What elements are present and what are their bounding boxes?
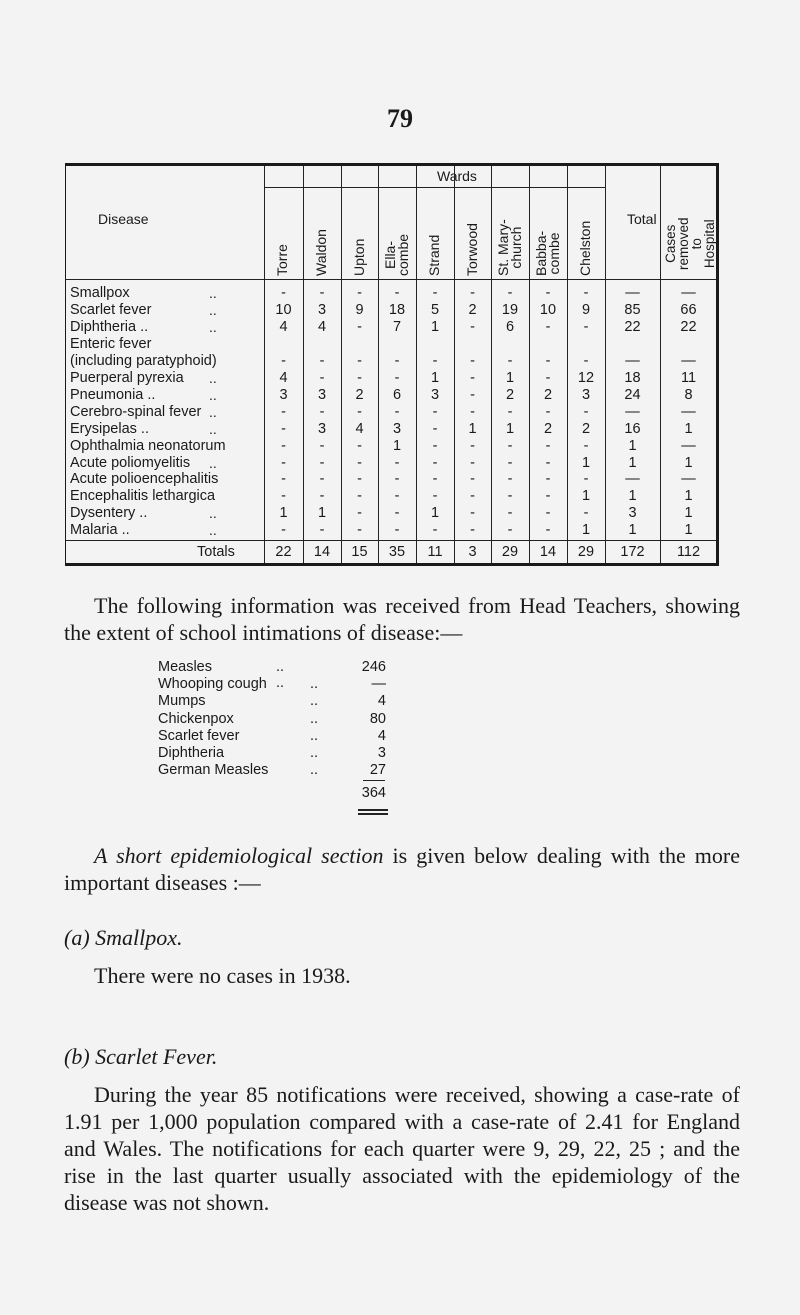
table-cell: - (432, 285, 438, 301)
leader-dots: .. (310, 745, 319, 761)
table-cell: - (545, 369, 551, 386)
table-cell: 9 (581, 301, 591, 318)
table-cell: 6 (392, 386, 402, 403)
table-cell: 1 (392, 437, 402, 454)
table-column-rule (303, 166, 304, 563)
intimation-count: 4 (377, 727, 386, 744)
table-cell: - (432, 403, 438, 420)
disease-name: (including paratyphoid) (70, 352, 217, 369)
intimation-disease: Whooping cough (158, 676, 267, 693)
table-cell: 4 (279, 369, 288, 386)
intimations-total: 364 (361, 785, 386, 801)
total-cell: 1 (628, 522, 637, 539)
ward-column-header: Strand (426, 234, 442, 276)
table-cell: - (319, 352, 325, 369)
totals-cell: 29 (501, 544, 519, 560)
hospital-cell: 1 (684, 454, 693, 471)
section-a-letter: (a) (64, 925, 90, 950)
totals-cell: 14 (313, 544, 331, 560)
disease-name: Dysentery .. (70, 505, 148, 522)
table-cell: - (432, 522, 438, 539)
table-cell: - (281, 471, 286, 488)
intimation-disease: Scarlet fever (158, 727, 240, 744)
wards-header-rule (264, 187, 605, 188)
intimation-count: 27 (369, 762, 386, 779)
table-cell: 2 (468, 301, 477, 318)
hospital-cell: — (681, 352, 696, 369)
table-cell: - (319, 437, 325, 454)
epi-intro-italic: A short epidemiological section (94, 843, 384, 868)
table-cell: - (583, 437, 589, 454)
table-cell: - (394, 285, 400, 301)
table-cell: - (319, 454, 325, 471)
table-cell: - (583, 505, 589, 522)
table-cell: - (357, 403, 362, 420)
table-cell: - (281, 522, 286, 539)
table-cell: - (470, 386, 475, 403)
totals-cell: 15 (351, 544, 368, 560)
table-cell: - (357, 437, 362, 454)
hospital-column-header: Cases removed to Hospital (663, 217, 717, 270)
table-cell: - (319, 403, 325, 420)
table-cell: 4 (355, 420, 364, 437)
hospital-cell: — (681, 437, 696, 454)
section-a-text: There were no cases in 1938. (94, 963, 351, 988)
table-cell: - (545, 403, 551, 420)
table-cell: - (507, 488, 513, 505)
table-cell: - (432, 352, 438, 369)
table-cell: 3 (317, 386, 327, 403)
table-cell: - (507, 437, 513, 454)
table-cell: 12 (577, 369, 595, 386)
ward-column-header: Torre (274, 244, 290, 276)
table-cell: 2 (543, 386, 553, 403)
ward-column-header: Upton (351, 238, 367, 276)
hospital-cell: 1 (684, 488, 693, 505)
hospital-cell: 1 (684, 505, 693, 522)
intimation-disease: Diphtheria (158, 745, 225, 761)
section-a-heading (64, 925, 183, 951)
table-cell: - (470, 505, 475, 522)
leader-dots: .. (209, 420, 217, 437)
section-b-title: Scarlet Fever. (95, 1044, 218, 1069)
header-rule (66, 279, 717, 280)
table-cell: - (432, 437, 438, 454)
table-cell: - (281, 285, 286, 301)
table-cell: 1 (505, 369, 515, 386)
table-cell: - (357, 285, 362, 301)
ward-column-header: Ella- combe (382, 233, 411, 276)
hospital-cell: 1 (684, 522, 693, 539)
table-cell: - (319, 369, 325, 386)
table-cell: - (470, 369, 475, 386)
table-cell: 6 (505, 318, 515, 335)
total-cell: — (625, 403, 640, 420)
table-cell: 1 (468, 420, 477, 437)
table-cell: - (394, 352, 400, 369)
disease-name: Acute polioencephalitis (70, 471, 219, 488)
table-cell: - (545, 437, 551, 454)
intimation-count: — (371, 676, 386, 693)
total-cell: 24 (624, 386, 641, 403)
hospital-cell: 22 (680, 318, 697, 335)
table-cell: - (281, 488, 286, 505)
table-cell: 3 (430, 386, 440, 403)
disease-ward-table (65, 163, 719, 566)
disease-name: Ophthalmia neonatorum (70, 437, 226, 454)
table-cell: 2 (581, 420, 591, 437)
table-cell: - (281, 352, 286, 369)
table-cell: - (545, 318, 551, 335)
table-cell: - (281, 437, 286, 454)
disease-name: Erysipelas .. (70, 420, 149, 437)
total-cell: 3 (628, 505, 637, 522)
table-cell: 2 (505, 386, 515, 403)
table-cell: 10 (275, 301, 292, 318)
intimation-disease: German Measles (158, 762, 269, 779)
hospital-cell: — (681, 285, 696, 301)
totals-cell: 35 (388, 544, 406, 560)
table-cell: - (394, 454, 400, 471)
totals-cell: 3 (468, 544, 477, 560)
table-column-rule (605, 166, 606, 563)
table-cell: 3 (317, 301, 327, 318)
total-cell: — (625, 285, 640, 301)
table-cell: 1 (581, 454, 591, 471)
table-cell: - (507, 505, 513, 522)
hospital-cell: — (681, 471, 696, 488)
table-cell: - (470, 522, 475, 539)
hospital-cell: 11 (680, 369, 697, 386)
double-rule-top (358, 809, 388, 811)
table-cell: - (470, 285, 475, 301)
leader-dots: .. (209, 318, 217, 335)
leader-dots: .. (209, 386, 217, 403)
disease-name: Acute poliomyelitis (70, 454, 191, 471)
totals-cell: 22 (275, 544, 292, 560)
intimation-disease: Measles (158, 659, 212, 675)
table-cell: - (319, 285, 325, 301)
leader-dots: .. (209, 285, 217, 301)
hospital-cell: 1 (684, 420, 693, 437)
table-column-rule (341, 166, 342, 563)
table-cell: 10 (539, 301, 557, 318)
table-cell: - (507, 403, 513, 420)
leader-dots: .. (209, 369, 217, 386)
section-a-title: Smallpox. (95, 925, 183, 950)
table-cell: 1 (581, 488, 591, 505)
table-cell: - (583, 403, 589, 420)
table-cell: - (357, 352, 362, 369)
table-cell: - (281, 454, 286, 471)
total-cell: 1 (628, 437, 637, 454)
table-cell: - (583, 352, 589, 369)
table-cell: 4 (279, 318, 288, 335)
table-cell: - (281, 420, 286, 437)
table-cell: - (394, 522, 400, 539)
table-cell: - (507, 285, 513, 301)
table-cell: 1 (279, 505, 288, 522)
table-cell: - (319, 488, 325, 505)
table-cell: - (507, 522, 513, 539)
table-cell: 1 (505, 420, 515, 437)
table-cell: 2 (543, 420, 553, 437)
leader-dots: .. (209, 505, 217, 522)
table-cell: - (470, 403, 475, 420)
table-cell: - (545, 488, 551, 505)
total-cell: 18 (624, 369, 641, 386)
table-cell: 1 (430, 318, 440, 335)
table-cell: 19 (501, 301, 519, 318)
table-cell: - (545, 522, 551, 539)
table-column-rule (454, 166, 455, 563)
table-cell: - (583, 318, 589, 335)
table-cell: - (470, 454, 475, 471)
table-cell: - (394, 488, 400, 505)
disease-name: Enteric fever (70, 335, 152, 352)
table-cell: - (470, 352, 475, 369)
leader-dots: .. (209, 403, 217, 420)
leader-dots: .. (209, 522, 217, 539)
table-cell: - (357, 454, 362, 471)
intimation-disease: Mumps (158, 693, 206, 710)
table-column-rule (529, 166, 530, 563)
leader-dots: .. (310, 676, 319, 693)
table-cell: 1 (581, 522, 591, 539)
totals-label: Totals (197, 544, 235, 560)
table-cell: - (394, 403, 400, 420)
table-cell: - (470, 488, 475, 505)
table-cell: - (583, 285, 589, 301)
sum-rule (363, 780, 385, 781)
epidemiological-intro (64, 842, 740, 896)
table-cell: 1 (430, 369, 440, 386)
page-number: 79 (387, 104, 413, 133)
table-cell: 3 (317, 420, 327, 437)
disease-name: Diphtheria .. (70, 318, 149, 335)
table-cell: - (545, 505, 551, 522)
leader-dots: .. (310, 693, 319, 710)
table-cell: - (507, 352, 513, 369)
table-cell: - (357, 471, 362, 488)
table-column-rule (660, 166, 661, 563)
table-cell: - (470, 318, 475, 335)
table-cell: - (281, 403, 286, 420)
table-cell: - (545, 285, 551, 301)
totals-cell: 29 (577, 544, 595, 560)
leader-dots: .. (310, 762, 319, 779)
table-cell: - (357, 318, 362, 335)
table-cell: - (470, 471, 475, 488)
table-cell: 3 (279, 386, 288, 403)
table-column-rule (264, 166, 265, 563)
leader-dots: .. (310, 727, 319, 744)
table-cell: - (394, 505, 400, 522)
intimation-count: 3 (377, 745, 386, 761)
totals-total-cell: 172 (620, 544, 645, 560)
table-cell: 2 (355, 386, 364, 403)
disease-name: Smallpox (70, 285, 130, 301)
table-cell: 3 (392, 420, 402, 437)
table-cell: - (545, 352, 551, 369)
table-cell: - (432, 471, 438, 488)
leader-dots: .. (209, 301, 217, 318)
table-cell: 1 (317, 505, 327, 522)
table-column-rule (378, 166, 379, 563)
disease-name: Encephalitis lethargica (70, 488, 216, 505)
totals-hospital-cell: 112 (676, 544, 701, 560)
disease-name: Malaria .. (70, 522, 130, 539)
disease-name: Cerebro-spinal fever (70, 403, 202, 420)
table-cell: - (394, 369, 400, 386)
intimation-disease: Chickenpox (158, 710, 234, 727)
intimation-count: 80 (369, 710, 386, 727)
total-cell: 85 (624, 301, 641, 318)
ward-column-header: Babba- combe (533, 230, 562, 276)
hospital-cell: — (681, 403, 696, 420)
total-cell: 22 (624, 318, 641, 335)
table-cell: - (432, 420, 438, 437)
totals-rule (66, 540, 717, 541)
total-cell: 16 (624, 420, 641, 437)
disease-name: Puerperal pyrexia (70, 369, 184, 386)
table-cell: - (319, 471, 325, 488)
table-column-rule (567, 166, 568, 563)
disease-header: Disease (98, 211, 149, 227)
table-cell: - (507, 471, 513, 488)
table-cell: - (545, 471, 551, 488)
table-cell: - (357, 505, 362, 522)
total-cell: 1 (628, 488, 637, 505)
table-cell: - (583, 471, 589, 488)
disease-name: Scarlet fever (70, 301, 152, 318)
table-cell: 1 (430, 505, 440, 522)
intimation-count: 4 (377, 693, 386, 710)
leader-dots: .. (310, 710, 319, 727)
total-cell: — (625, 352, 640, 369)
table-cell: - (357, 522, 362, 539)
ward-column-header: Waldon (313, 229, 329, 276)
table-cell: 7 (392, 318, 402, 335)
table-cell: 5 (430, 301, 440, 318)
hospital-cell: 66 (680, 301, 697, 318)
table-cell: - (545, 454, 551, 471)
table-cell: - (432, 454, 438, 471)
table-cell: 18 (388, 301, 406, 318)
table-cell: - (507, 454, 513, 471)
intro-paragraph: The following information was received from Head Teachers, showing the extent of school intimations of disease:— (64, 593, 740, 645)
total-cell: 1 (628, 454, 637, 471)
table-cell: - (470, 437, 475, 454)
hospital-cell: 8 (684, 386, 693, 403)
section-b-heading (64, 1044, 217, 1070)
disease-name: Pneumonia .. (70, 386, 156, 403)
totals-cell: 11 (427, 544, 443, 560)
table-column-rule (491, 166, 492, 563)
table-cell: 3 (581, 386, 591, 403)
wards-header: Wards (437, 168, 477, 184)
section-b-letter: (b) (64, 1044, 90, 1069)
total-header: Total (627, 211, 657, 227)
ward-column-header: Chelston (577, 220, 593, 276)
double-rule-bottom (358, 813, 388, 815)
table-cell: - (357, 369, 362, 386)
intimation-count: 246 (361, 659, 386, 675)
ward-column-header: St. Mary- church (495, 219, 524, 276)
leader-dots: .. (209, 454, 217, 471)
table-cell: - (432, 488, 438, 505)
table-cell: 4 (317, 318, 327, 335)
table-cell: - (319, 522, 325, 539)
epi-intro-rest: is given below dealing with the more important diseases :— (64, 843, 740, 895)
ward-column-header: Torwood (464, 223, 480, 276)
table-cell: - (394, 471, 400, 488)
totals-cell: 14 (539, 544, 557, 560)
table-cell: 9 (355, 301, 364, 318)
table-column-rule (416, 166, 417, 563)
section-b-text: During the year 85 notifications were received, showing a case-rate of 1.91 per 1,000 population compared with a case-rate of 2.41 for England and Wales. The notifications for each quarter were 9, 29, 22, 25 ; and the rise in the last quarter usually associated with the epidemiology of the disease was not shown. (64, 1082, 740, 1215)
leader-dots: .. .. (276, 659, 285, 691)
total-cell: — (625, 471, 640, 488)
table-cell: - (357, 488, 362, 505)
